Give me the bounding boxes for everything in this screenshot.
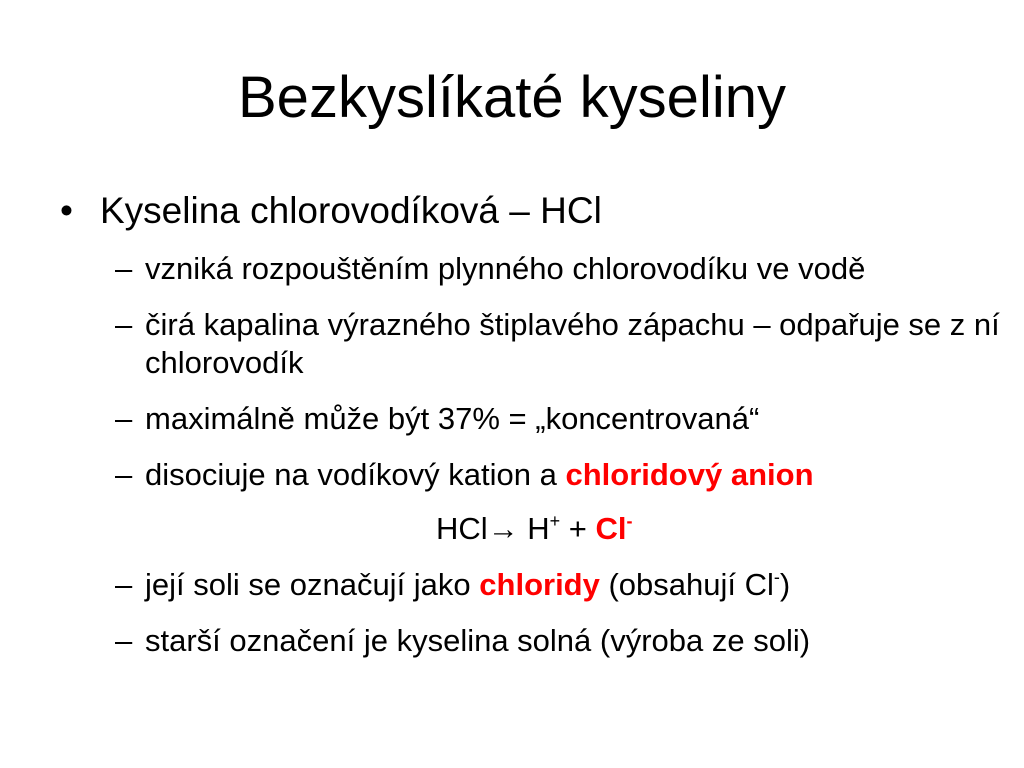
dash-icon: – bbox=[115, 401, 133, 436]
sub-item-properties bbox=[60, 306, 1010, 382]
main-bullet-text: Kyselina chlorovodíková – HCl bbox=[100, 190, 602, 231]
highlight-chlorides: chloridy bbox=[479, 567, 600, 602]
sub-item-old-name bbox=[60, 622, 1010, 660]
sub-item-salts bbox=[60, 566, 1010, 604]
chloride-charge-small: - bbox=[773, 567, 780, 587]
sub-item-text: čirá kapalina výrazného štiplavého zápachu – odpařuje se z ní chlorovodík bbox=[145, 307, 1000, 380]
reaction-arrow-icon: → bbox=[487, 511, 519, 546]
dash-icon: – bbox=[115, 307, 133, 342]
dash-icon: – bbox=[115, 623, 133, 658]
sub-item-dissociation bbox=[60, 456, 1010, 494]
sub-item-concentration bbox=[60, 400, 1010, 438]
equation-plus: + bbox=[560, 511, 596, 546]
sub-item-text: maximálně může být 37% = „koncentrovaná“ bbox=[145, 401, 760, 436]
sub-item-text: vzniká rozpouštěním plynného chlorovodíku ve vodě bbox=[145, 251, 866, 286]
chloride-charge: - bbox=[626, 511, 633, 531]
slide-title: Bezkyslíkaté kyseliny bbox=[238, 65, 786, 130]
equation-product-chloride: Cl bbox=[595, 511, 627, 546]
sub-item-text: disociuje na vodíkový kation a bbox=[145, 457, 566, 492]
dash-icon: – bbox=[115, 457, 133, 492]
slide-content bbox=[60, 186, 1010, 660]
sub-item-text: její soli se označují jako bbox=[145, 567, 480, 602]
dash-icon: – bbox=[115, 567, 133, 602]
dissociation-equation bbox=[60, 510, 1010, 548]
bullet-icon: • bbox=[60, 190, 73, 231]
sub-item-text-close: ) bbox=[779, 567, 791, 602]
main-bullet-item bbox=[60, 186, 1010, 236]
equation-product-hydrogen: H bbox=[518, 511, 550, 546]
equation-reactant: HCl bbox=[436, 511, 488, 546]
highlight-chloride-anion: chloridový anion bbox=[565, 457, 814, 492]
hydrogen-charge: + bbox=[549, 511, 561, 531]
sub-item-text: starší označení je kyselina solná (výroba ze soli) bbox=[145, 623, 811, 658]
sub-item-text-after: (obsahují Cl bbox=[599, 567, 774, 602]
dash-icon: – bbox=[115, 251, 133, 286]
sub-item-origin bbox=[60, 250, 1010, 288]
